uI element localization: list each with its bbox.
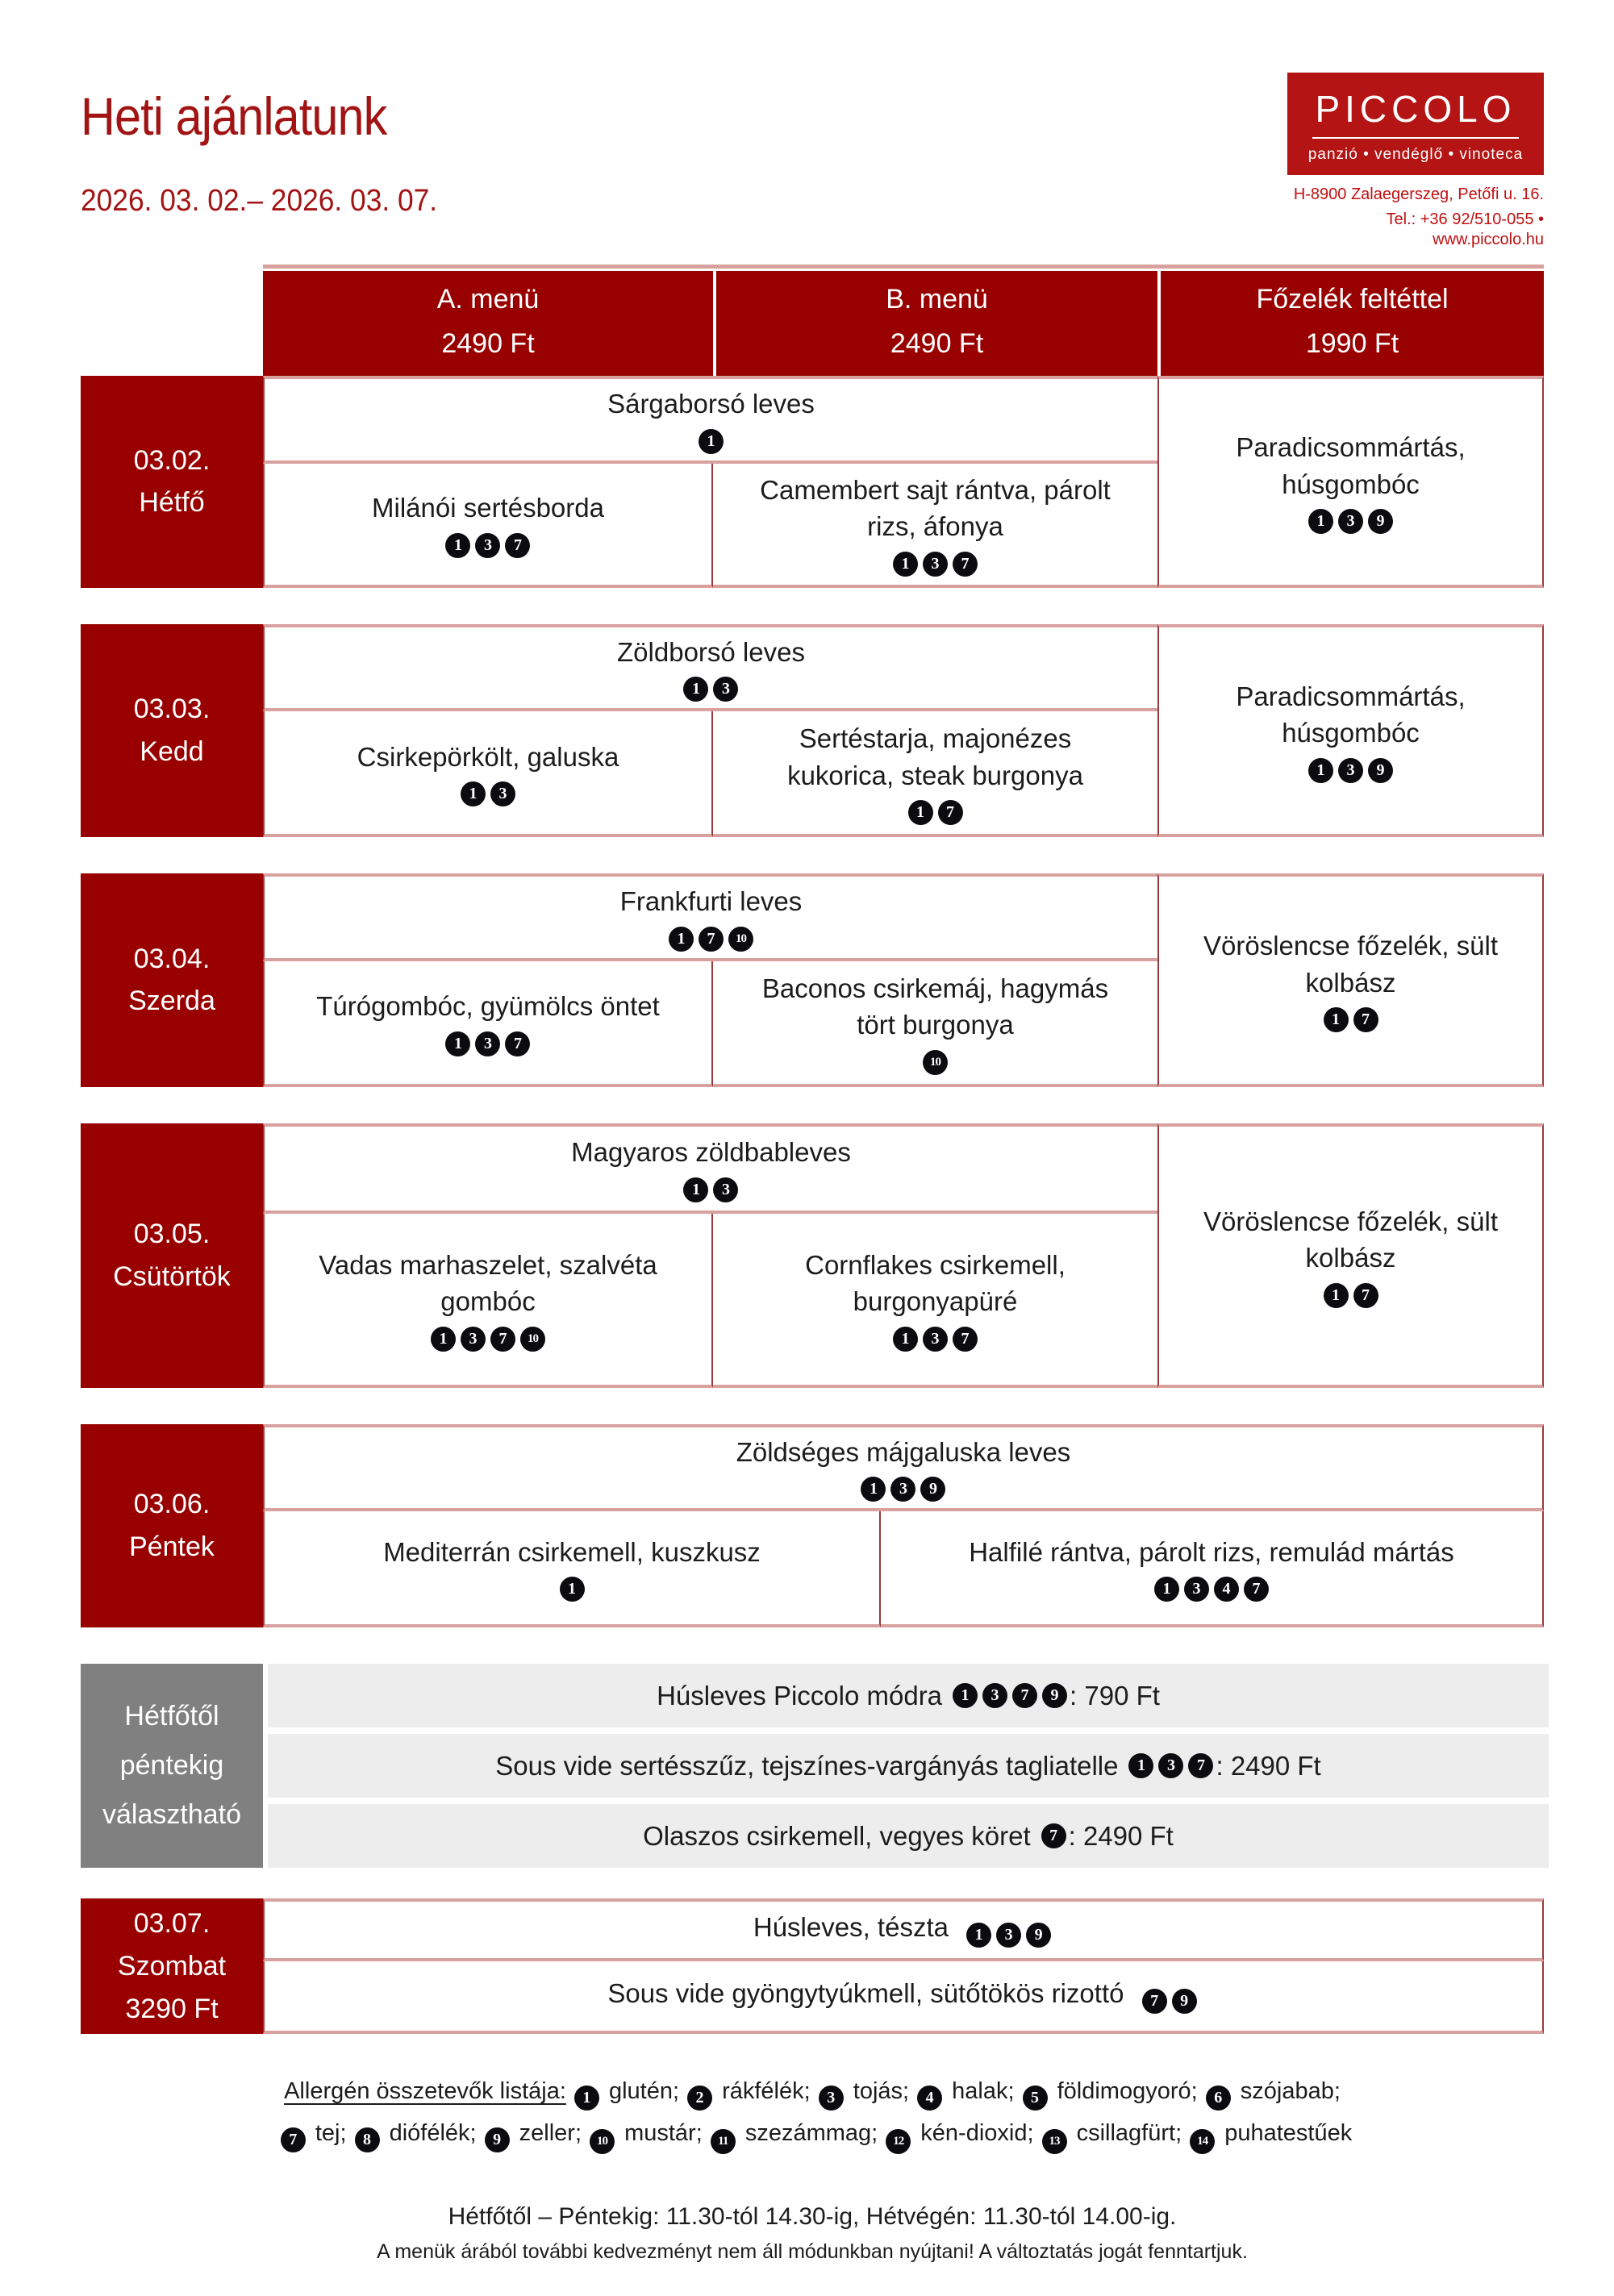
menu-b-cell [713, 1214, 1157, 1388]
allergen-badge: 8 [355, 2127, 380, 2152]
table-top-border [263, 265, 1544, 269]
allergen-badge: 3 [923, 1327, 948, 1352]
allergen-badges [681, 677, 740, 702]
allergen-badges [1306, 509, 1395, 534]
menu-item [1183, 1203, 1518, 1308]
menu-item [617, 634, 805, 702]
logo-wordmark: PICCOLO [1315, 88, 1516, 130]
allergen-badge: 7 [953, 1327, 978, 1352]
allergen-badge: 1 [683, 1177, 708, 1202]
menu-column-headers [81, 271, 1544, 376]
menu-item-price: : 2490 Ft [1216, 1750, 1321, 1781]
side-dish-cell [1157, 1123, 1544, 1388]
menu-item-name: Vöröslencse főzelék, sült kolbász [1203, 931, 1498, 998]
day-block-kedd [81, 624, 1544, 838]
day-date: 03.03. [133, 694, 211, 725]
day-name: Kedd [140, 735, 204, 767]
menu-item-name: Olaszos csirkemell, vegyes köret [643, 1820, 1031, 1851]
allergen-name: csillagfürt; [1070, 2120, 1182, 2147]
menu-b-cell [713, 464, 1157, 588]
soup-cell [263, 873, 1157, 961]
day-label-cell [81, 376, 263, 588]
allergen-badge: 7 [1244, 1577, 1269, 1602]
column-header-label: A. menü [436, 284, 540, 315]
menu-item-name: Baconos csirkemáj, hagymás tört burgonya [761, 973, 1109, 1040]
allergen-badge: 10 [728, 927, 753, 952]
allergen-badges [666, 927, 756, 952]
allergen-badges [428, 1327, 548, 1352]
allergen-badge: 1 [893, 552, 918, 577]
menu-item-name: Paradicsommártás, húsgombóc [1236, 681, 1466, 748]
day-name: Csütörtök [113, 1261, 231, 1292]
allergen-badge: 9 [1042, 1683, 1067, 1708]
day-date: 03.07. [133, 1908, 211, 1940]
allergen-name: szezámmag; [738, 2120, 878, 2147]
allergen-badge: 3 [475, 1031, 500, 1056]
column-header-label: Főzelék feltéttel [1256, 284, 1449, 315]
allergen-badge: 12 [886, 2129, 911, 2154]
allergen-badge: 9 [920, 1477, 945, 1502]
allergen-badge: 1 [1308, 509, 1333, 534]
allergen-badge: 9 [485, 2127, 510, 2152]
allergen-badge: 1 [683, 677, 708, 702]
allergen-badge: 1 [966, 1923, 991, 1948]
menu-item [607, 1978, 1199, 2014]
weekday-specials-rows [268, 1664, 1549, 1868]
logo-subtitle: panzió • vendéglő • vinoteca [1307, 146, 1524, 163]
day-label-cell [81, 1424, 263, 1628]
allergen-badge: 1 [1324, 1283, 1349, 1308]
allergen-badge: 3 [490, 781, 515, 806]
weekday-specials-section [81, 1664, 1544, 1868]
menu-item [357, 739, 619, 807]
allergen-badge: 7 [281, 2127, 306, 2152]
saturday-section [81, 1898, 1544, 2034]
allergen-badges [681, 1177, 740, 1202]
allergen-badge: 1 [1308, 758, 1333, 783]
logo-address: H-8900 Zalaegerszeg, Petőfi u. 16. [1293, 185, 1544, 203]
menu-a-cell [263, 711, 713, 837]
allergen-badge: 7 [490, 1327, 515, 1352]
allergen-badge: 3 [1338, 509, 1363, 534]
allergen-name: zeller; [512, 2120, 582, 2147]
allergen-badges [696, 429, 726, 454]
menu-item-name: Csirkepörkölt, galuska [357, 741, 619, 772]
column-header-menu-b [713, 271, 1157, 376]
allergen-name: tojás; [846, 2078, 910, 2105]
weekday-special-item [268, 1664, 1549, 1727]
allergen-badge: 3 [996, 1923, 1021, 1948]
allergen-badge: 7 [953, 552, 978, 577]
day-block-szombat [81, 1898, 1544, 2034]
allergen-badges [1321, 1283, 1381, 1308]
allergen-badges [1039, 1823, 1069, 1848]
allergen-badge: 3 [713, 677, 738, 702]
soup-cell [263, 624, 1157, 712]
day-rows [81, 376, 1544, 1627]
menu-a-cell [263, 464, 713, 588]
day-price: 3290 Ft [125, 1993, 219, 2024]
weekday-specials-label [81, 1664, 263, 1868]
allergen-badge: 3 [982, 1683, 1007, 1708]
menu-item [749, 970, 1121, 1075]
allergen-badge: 3 [923, 552, 948, 577]
allergen-name: diófélék; [382, 2120, 477, 2147]
menu-item-name: Sárgaborsó leves [607, 389, 815, 419]
menu-item [753, 1912, 1053, 1948]
menu-item-name: Frankfurti leves [619, 886, 803, 917]
allergen-badges [964, 1923, 1053, 1948]
allergen-badge: 1 [669, 927, 694, 952]
allergen-badge: 3 [890, 1477, 915, 1502]
allergen-name: kén-dioxid; [914, 2120, 1034, 2147]
menu-b-cell [713, 961, 1157, 1087]
soup-cell [263, 376, 1157, 464]
allergen-badge: 3 [1158, 1753, 1183, 1778]
logo-block [1278, 73, 1544, 250]
day-block-szerda [81, 873, 1544, 1087]
menu-item-name: Vadas marhaszelet, szalvéta gombóc [319, 1249, 657, 1317]
allergen-badge: 7 [1142, 1989, 1167, 2014]
allergen-badge: 3 [475, 533, 500, 558]
menu-item-name: Húsleves, tészta [753, 1912, 957, 1943]
column-header-menu-a [263, 271, 713, 376]
allergen-badge: 9 [1368, 758, 1393, 783]
day-label-cell [81, 1898, 263, 2034]
allergen-badge: 10 [520, 1327, 545, 1352]
day-label-cell [81, 873, 263, 1087]
allergen-badges [1306, 758, 1395, 783]
menu-item [1183, 678, 1518, 783]
weekday-specials-label-line: péntekig [119, 1750, 224, 1781]
day-block-péntek [81, 1424, 1544, 1628]
allergen-badges [557, 1577, 587, 1602]
menu-item-name: Sertéstarja, majonézes kukorica, steak burgonya [787, 723, 1083, 790]
allergen-badges [1126, 1753, 1216, 1778]
piccolo-logo [1287, 73, 1544, 175]
allergen-badge: 1 [431, 1327, 456, 1352]
allergen-name: mustár; [618, 2120, 703, 2147]
allergen-badge: 9 [1026, 1923, 1051, 1948]
allergen-badge: 3 [713, 1177, 738, 1202]
allergen-badges [1321, 1007, 1381, 1032]
allergen-badge: 1 [1154, 1577, 1179, 1602]
menu-item [383, 1534, 761, 1602]
menu-item-name: Zöldséges májgaluska leves [736, 1436, 1071, 1467]
menu-item [571, 1134, 851, 1202]
allergen-legend-line-2 [81, 2112, 1544, 2154]
menu-item [749, 1247, 1121, 1352]
logo-divider [1312, 137, 1519, 139]
menu-item [749, 472, 1121, 577]
allergen-badges [906, 800, 965, 825]
allergen-badges [443, 533, 532, 558]
menu-item [749, 720, 1121, 825]
menu-a-cell [263, 1214, 713, 1388]
allergen-name: glutén; [602, 2078, 680, 2105]
allergen-badge: 10 [923, 1050, 948, 1075]
menu-b-cell [713, 711, 1157, 837]
menu-item [969, 1534, 1454, 1602]
side-dish-cell [1157, 624, 1544, 838]
day-block-hétfő [81, 376, 1544, 588]
day-date: 03.05. [133, 1218, 211, 1249]
allergen-badge: 3 [819, 2086, 844, 2111]
saturday-item-cell [263, 1961, 1544, 2034]
day-date: 03.04. [133, 943, 211, 974]
allergen-badges [458, 781, 518, 806]
allergen-badge: 1 [908, 800, 933, 825]
side-dish-cell [1157, 873, 1544, 1087]
allergen-badge: 4 [1214, 1577, 1239, 1602]
menu-item-name: Milánói sertésborda [372, 493, 604, 523]
allergen-badge: 7 [699, 927, 724, 952]
allergen-name: rákfélék; [715, 2078, 811, 2105]
allergen-badge: 7 [1188, 1753, 1213, 1778]
menu-a-cell [263, 961, 713, 1087]
allergen-name: szójabab; [1233, 2078, 1341, 2105]
allergen-badge: 7 [1012, 1683, 1037, 1708]
day-name: Szerda [128, 985, 215, 1017]
allergen-badge: 5 [1023, 2086, 1048, 2111]
allergen-badge: 1 [953, 1683, 978, 1708]
date-range: 2026. 03. 02.– 2026. 03. 07. [81, 184, 438, 218]
menu-a-cell [263, 1511, 881, 1627]
menu-item-name: Vöröslencse főzelék, sült kolbász [1203, 1206, 1498, 1273]
weekday-special-item [268, 1804, 1549, 1868]
side-dish-cell [1157, 376, 1544, 588]
column-header-price: 2490 Ft [890, 328, 984, 359]
allergen-name: tej; [308, 2120, 347, 2147]
allergen-badges [1152, 1577, 1271, 1602]
menu-item-name: Húsleves Piccolo módra [657, 1680, 943, 1711]
allergen-badge: 7 [505, 1031, 530, 1056]
column-header-label: B. menü [886, 284, 988, 315]
allergen-badge: 1 [574, 2086, 599, 2111]
menu-item-name: Sous vide sertésszűz, tejszínes-vargányás tagliatelle [495, 1750, 1119, 1781]
allergen-badge: 3 [1184, 1577, 1209, 1602]
menu-item-name: Zöldborsó leves [617, 636, 805, 667]
opening-hours: Hétfőtől – Péntekig: 11.30-tól 14.30-ig, Hétvégén: 11.30-tól 14.00-ig. [448, 2202, 1177, 2230]
menu-item-name: Sous vide gyöngytyúkmell, sütőtökös rizottó [607, 1978, 1132, 2009]
menu-item [620, 883, 803, 952]
day-name: Hétfő [139, 487, 205, 519]
column-header-price: 2490 Ft [441, 328, 535, 359]
logo-phone-web: Tel.: +36 92/510-055 • www.piccolo.hu [1386, 210, 1544, 248]
allergen-legend [81, 2070, 1544, 2154]
day-label-cell [81, 1123, 263, 1388]
soup-cell [263, 1424, 1544, 1512]
menu-item-name: Halfilé rántva, párolt rizs, remulád mártás [969, 1536, 1454, 1567]
allergen-badge: 11 [711, 2129, 736, 2154]
allergen-badge: 1 [893, 1327, 918, 1352]
menu-item-name: Mediterrán csirkemell, kuszkusz [383, 1536, 761, 1567]
allergen-badge: 10 [590, 2129, 615, 2154]
allergen-badge: 7 [1041, 1823, 1066, 1848]
allergen-badge: 6 [1206, 2086, 1231, 2111]
allergen-badge: 7 [938, 800, 963, 825]
column-header-price: 1990 Ft [1305, 328, 1399, 359]
menu-item [607, 385, 815, 454]
menu-item [1183, 429, 1518, 534]
allergen-badge: 9 [1172, 1989, 1197, 2014]
menu-item-name: Magyaros zöldbableves [571, 1137, 851, 1168]
menu-item [1183, 927, 1518, 1032]
allergen-badges [858, 1477, 948, 1502]
title-block [81, 73, 464, 219]
saturday-item-cell [263, 1898, 1544, 1961]
allergen-legend-line-1 [81, 2070, 1544, 2112]
menu-item [305, 1247, 671, 1352]
allergen-badges [1140, 1989, 1199, 2014]
day-label-cell [81, 624, 263, 838]
allergen-badge: 3 [461, 1327, 486, 1352]
allergen-name: földimogyoró; [1050, 2078, 1198, 2105]
allergen-badges [890, 1327, 980, 1352]
allergen-badge: 1 [560, 1577, 585, 1602]
allergen-badge: 7 [505, 533, 530, 558]
allergen-legend-label: Allergén összetevők listája: [284, 2078, 566, 2105]
menu-item-name: Camembert sajt rántva, párolt rizs, áfonya [760, 474, 1111, 542]
menu-item-price: : 790 Ft [1070, 1680, 1160, 1711]
allergen-badge: 1 [445, 533, 470, 558]
menu-item-name: Túrógombóc, gyümölcs öntet [316, 991, 660, 1022]
menu-item-name: Paradicsommártás, húsgombóc [1236, 432, 1466, 499]
allergen-badge: 13 [1042, 2129, 1067, 2154]
weekday-specials-label-line: választható [102, 1799, 241, 1831]
menu-item-price: : 2490 Ft [1068, 1820, 1174, 1851]
header-spacer [81, 271, 263, 376]
day-block-csütörtök [81, 1123, 1544, 1388]
allergen-name: halak; [945, 2078, 1015, 2105]
allergen-badges [890, 552, 980, 577]
menu-item [316, 988, 660, 1056]
allergen-badge: 1 [1324, 1007, 1349, 1032]
allergen-badge: 9 [1368, 509, 1393, 534]
soup-cell [263, 1123, 1157, 1214]
menu-item [372, 490, 604, 558]
allergen-badge: 1 [445, 1031, 470, 1056]
page-header [81, 0, 1544, 250]
menu-b-cell [881, 1511, 1544, 1627]
menu-item [736, 1434, 1071, 1502]
allergen-badge: 4 [917, 2086, 942, 2111]
allergen-badge: 7 [1353, 1007, 1378, 1032]
day-date: 03.06. [133, 1489, 211, 1520]
menu-item-name: Cornflakes csirkemell, burgonyapüré [805, 1249, 1066, 1317]
allergen-badge: 1 [699, 429, 724, 454]
day-date: 03.02. [133, 444, 211, 476]
page-title: Heti ajánlatunk [81, 86, 387, 146]
weekday-specials-label-line: Hétfőtől [124, 1700, 219, 1731]
column-header-fozelek [1157, 271, 1544, 376]
allergen-badge: 7 [1353, 1283, 1378, 1308]
day-name: Péntek [129, 1531, 215, 1562]
allergen-badges [443, 1031, 532, 1056]
allergen-badge: 3 [1338, 758, 1363, 783]
allergen-name: puhatestűek [1218, 2120, 1353, 2147]
footer-note: A menük árából további kedvezményt nem áll módunkban nyújtani! A változtatás jogát fenntartjuk. [377, 2240, 1248, 2263]
day-name: Szombat [117, 1950, 227, 1981]
allergen-badges [920, 1050, 950, 1075]
allergen-badge: 1 [1128, 1753, 1153, 1778]
allergen-badges [950, 1683, 1070, 1708]
allergen-badge: 14 [1190, 2129, 1215, 2154]
allergen-badge: 1 [861, 1477, 886, 1502]
weekday-special-item [268, 1734, 1549, 1798]
allergen-badge: 1 [461, 781, 486, 806]
allergen-badge: 2 [687, 2086, 712, 2111]
